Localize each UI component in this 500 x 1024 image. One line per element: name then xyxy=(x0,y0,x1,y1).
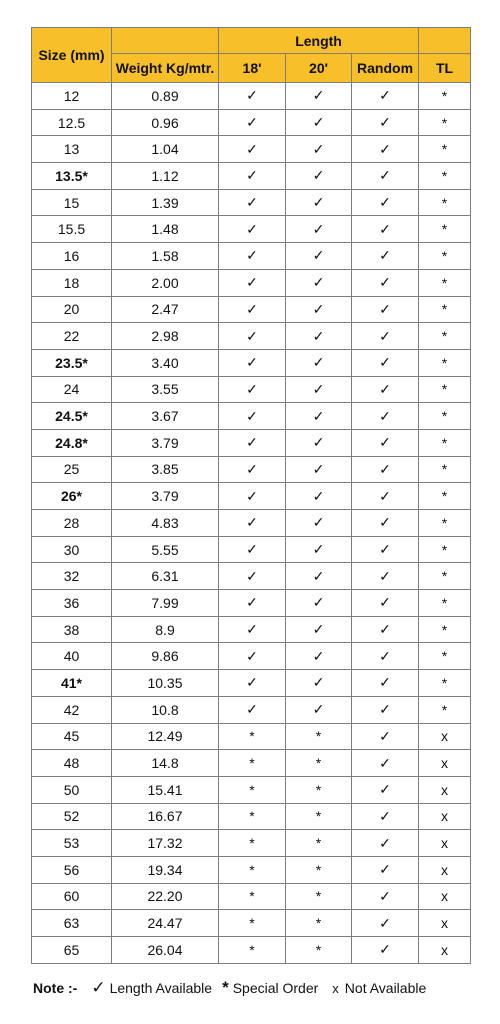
cell-length-random: ✓ xyxy=(352,510,419,537)
cell-length-20: ✓ xyxy=(286,403,352,430)
header-length-20: 20' xyxy=(286,54,352,83)
table-row xyxy=(32,616,471,643)
cell-size: 15.5 xyxy=(32,216,112,243)
table-row xyxy=(32,349,471,376)
cell-tl: x xyxy=(419,776,471,803)
table-row xyxy=(32,590,471,617)
cell-tl: * xyxy=(419,243,471,270)
cell-length-18: ✓ xyxy=(219,616,286,643)
cell-length-20: ✓ xyxy=(286,536,352,563)
table-row xyxy=(32,269,471,296)
cell-tl: * xyxy=(419,456,471,483)
header-tl: TL xyxy=(419,54,471,83)
cell-weight: 3.79 xyxy=(112,483,219,510)
table-row xyxy=(32,429,471,456)
cell-length-18: ✓ xyxy=(219,296,286,323)
cell-tl: * xyxy=(419,670,471,697)
cell-length-20: ✓ xyxy=(286,696,352,723)
check-icon: ✓ xyxy=(91,978,106,997)
cell-size: 45 xyxy=(32,723,112,750)
cell-size: 18 xyxy=(32,269,112,296)
cell-length-random: ✓ xyxy=(352,910,419,937)
cell-tl: * xyxy=(419,510,471,537)
cell-length-random: ✓ xyxy=(352,456,419,483)
table-row xyxy=(32,296,471,323)
cell-length-20: * xyxy=(286,776,352,803)
cell-tl: * xyxy=(419,216,471,243)
cell-weight: 16.67 xyxy=(112,803,219,830)
cell-length-18: ✓ xyxy=(219,269,286,296)
cell-size: 36 xyxy=(32,590,112,617)
cell-size: 22 xyxy=(32,323,112,350)
table-row xyxy=(32,910,471,937)
cell-weight: 26.04 xyxy=(112,937,219,964)
table-row xyxy=(32,937,471,964)
cell-length-random: ✓ xyxy=(352,163,419,190)
note-label: Note :- xyxy=(33,980,78,996)
cell-length-random: ✓ xyxy=(352,349,419,376)
cell-length-18: * xyxy=(219,937,286,964)
cell-length-18: ✓ xyxy=(219,136,286,163)
star-legend-text: Special Order xyxy=(232,980,319,996)
table-row xyxy=(32,323,471,350)
table-row xyxy=(32,510,471,537)
cell-length-20: ✓ xyxy=(286,616,352,643)
table-row xyxy=(32,830,471,857)
cell-weight: 24.47 xyxy=(112,910,219,937)
cell-length-18: ✓ xyxy=(219,349,286,376)
cell-length-18: ✓ xyxy=(219,83,286,110)
cell-length-20: ✓ xyxy=(286,269,352,296)
cell-weight: 12.49 xyxy=(112,723,219,750)
table-row xyxy=(32,696,471,723)
cell-size: 40 xyxy=(32,643,112,670)
cell-length-random: ✓ xyxy=(352,136,419,163)
cell-length-random: ✓ xyxy=(352,616,419,643)
cell-length-18: * xyxy=(219,723,286,750)
cell-length-random: ✓ xyxy=(352,189,419,216)
cell-length-18: * xyxy=(219,803,286,830)
cell-tl: * xyxy=(419,269,471,296)
cell-length-18: ✓ xyxy=(219,483,286,510)
cell-length-20: ✓ xyxy=(286,670,352,697)
cell-weight: 0.96 xyxy=(112,109,219,136)
cell-length-20: ✓ xyxy=(286,109,352,136)
cell-length-random: ✓ xyxy=(352,670,419,697)
cell-tl: x xyxy=(419,937,471,964)
header-length-random: Random xyxy=(352,54,419,83)
cell-size: 26* xyxy=(32,483,112,510)
cell-tl: * xyxy=(419,349,471,376)
cell-weight: 19.34 xyxy=(112,856,219,883)
table-row xyxy=(32,750,471,777)
cell-weight: 3.55 xyxy=(112,376,219,403)
cell-size: 63 xyxy=(32,910,112,937)
x-icon: x xyxy=(332,980,339,996)
cell-size: 24 xyxy=(32,376,112,403)
cell-weight: 6.31 xyxy=(112,563,219,590)
cell-tl: x xyxy=(419,910,471,937)
cell-size: 30 xyxy=(32,536,112,563)
header-length-18: 18' xyxy=(219,54,286,83)
cell-tl: x xyxy=(419,830,471,857)
cell-size: 20 xyxy=(32,296,112,323)
cell-length-random: ✓ xyxy=(352,563,419,590)
cell-length-18: ✓ xyxy=(219,429,286,456)
table-row xyxy=(32,563,471,590)
cell-length-18: ✓ xyxy=(219,403,286,430)
cell-tl: * xyxy=(419,109,471,136)
cell-length-20: ✓ xyxy=(286,243,352,270)
cell-length-18: ✓ xyxy=(219,563,286,590)
cell-weight: 1.12 xyxy=(112,163,219,190)
cell-length-18: * xyxy=(219,776,286,803)
cell-length-20: ✓ xyxy=(286,163,352,190)
cell-length-18: ✓ xyxy=(219,536,286,563)
cell-size: 28 xyxy=(32,510,112,537)
cell-weight: 8.9 xyxy=(112,616,219,643)
cell-weight: 15.41 xyxy=(112,776,219,803)
cell-tl: x xyxy=(419,750,471,777)
cell-length-18: * xyxy=(219,750,286,777)
cell-size: 16 xyxy=(32,243,112,270)
cell-length-random: ✓ xyxy=(352,750,419,777)
cell-weight: 1.58 xyxy=(112,243,219,270)
cell-length-20: ✓ xyxy=(286,429,352,456)
cell-length-18: * xyxy=(219,830,286,857)
cell-length-20: ✓ xyxy=(286,323,352,350)
cell-length-random: ✓ xyxy=(352,830,419,857)
cell-length-random: ✓ xyxy=(352,883,419,910)
cell-tl: x xyxy=(419,723,471,750)
table-row xyxy=(32,883,471,910)
cell-length-18: ✓ xyxy=(219,216,286,243)
cell-tl: * xyxy=(419,323,471,350)
cell-length-random: ✓ xyxy=(352,483,419,510)
table-body xyxy=(32,83,471,964)
header-blank xyxy=(112,28,219,54)
cell-length-20: ✓ xyxy=(286,216,352,243)
cell-length-20: ✓ xyxy=(286,376,352,403)
cell-length-20: * xyxy=(286,910,352,937)
cell-tl: x xyxy=(419,803,471,830)
cell-tl: * xyxy=(419,616,471,643)
cell-size: 41* xyxy=(32,670,112,697)
cell-length-18: ✓ xyxy=(219,643,286,670)
cell-length-random: ✓ xyxy=(352,109,419,136)
table-row xyxy=(32,803,471,830)
cell-size: 24.8* xyxy=(32,429,112,456)
cell-weight: 3.79 xyxy=(112,429,219,456)
cell-weight: 3.40 xyxy=(112,349,219,376)
legend-note xyxy=(33,978,426,998)
cell-length-18: * xyxy=(219,910,286,937)
cell-length-random: ✓ xyxy=(352,536,419,563)
cell-tl: * xyxy=(419,163,471,190)
table-row xyxy=(32,856,471,883)
cell-tl: x xyxy=(419,883,471,910)
table-row xyxy=(32,670,471,697)
cell-weight: 2.47 xyxy=(112,296,219,323)
cell-length-18: ✓ xyxy=(219,376,286,403)
cell-length-18: ✓ xyxy=(219,323,286,350)
cell-tl: * xyxy=(419,483,471,510)
cell-size: 23.5* xyxy=(32,349,112,376)
table-row xyxy=(32,456,471,483)
cell-weight: 22.20 xyxy=(112,883,219,910)
cell-tl: * xyxy=(419,296,471,323)
cell-tl: x xyxy=(419,856,471,883)
cell-size: 48 xyxy=(32,750,112,777)
header-weight: Weight Kg/mtr. xyxy=(112,54,219,83)
cell-length-random: ✓ xyxy=(352,429,419,456)
cell-tl: * xyxy=(419,376,471,403)
cell-weight: 2.00 xyxy=(112,269,219,296)
cell-length-20: ✓ xyxy=(286,510,352,537)
cell-length-20: ✓ xyxy=(286,83,352,110)
cell-length-random: ✓ xyxy=(352,937,419,964)
cell-tl: * xyxy=(419,563,471,590)
cell-weight: 3.67 xyxy=(112,403,219,430)
cell-weight: 10.8 xyxy=(112,696,219,723)
cell-length-20: ✓ xyxy=(286,563,352,590)
table-row xyxy=(32,163,471,190)
cell-length-18: ✓ xyxy=(219,670,286,697)
cell-length-random: ✓ xyxy=(352,590,419,617)
header-length-group: Length xyxy=(219,28,419,54)
cell-length-18: ✓ xyxy=(219,696,286,723)
cell-length-random: ✓ xyxy=(352,296,419,323)
table-row xyxy=(32,723,471,750)
table-row xyxy=(32,216,471,243)
cell-tl: * xyxy=(419,83,471,110)
cell-length-random: ✓ xyxy=(352,216,419,243)
cell-length-random: ✓ xyxy=(352,856,419,883)
cell-length-random: ✓ xyxy=(352,643,419,670)
cell-length-20: * xyxy=(286,937,352,964)
cell-length-20: ✓ xyxy=(286,483,352,510)
cell-length-20: * xyxy=(286,883,352,910)
cell-size: 52 xyxy=(32,803,112,830)
cell-tl: * xyxy=(419,136,471,163)
cell-weight: 17.32 xyxy=(112,830,219,857)
cell-length-random: ✓ xyxy=(352,403,419,430)
cell-length-20: ✓ xyxy=(286,456,352,483)
table-row xyxy=(32,536,471,563)
cell-size: 38 xyxy=(32,616,112,643)
cell-length-random: ✓ xyxy=(352,243,419,270)
cell-length-random: ✓ xyxy=(352,269,419,296)
cell-length-18: ✓ xyxy=(219,163,286,190)
cell-weight: 4.83 xyxy=(112,510,219,537)
cell-weight: 3.85 xyxy=(112,456,219,483)
table-row xyxy=(32,189,471,216)
cell-tl: * xyxy=(419,429,471,456)
cell-size: 32 xyxy=(32,563,112,590)
cell-size: 56 xyxy=(32,856,112,883)
cell-size: 12.5 xyxy=(32,109,112,136)
cell-weight: 1.39 xyxy=(112,189,219,216)
cell-length-20: * xyxy=(286,750,352,777)
cell-length-20: ✓ xyxy=(286,296,352,323)
cell-size: 12 xyxy=(32,83,112,110)
cell-size: 25 xyxy=(32,456,112,483)
cell-size: 65 xyxy=(32,937,112,964)
cell-length-20: * xyxy=(286,856,352,883)
cell-length-18: * xyxy=(219,883,286,910)
cell-length-18: * xyxy=(219,856,286,883)
table-row xyxy=(32,776,471,803)
cell-tl: * xyxy=(419,536,471,563)
cell-weight: 7.99 xyxy=(112,590,219,617)
cell-size: 42 xyxy=(32,696,112,723)
cell-length-random: ✓ xyxy=(352,696,419,723)
cell-length-random: ✓ xyxy=(352,776,419,803)
cell-length-20: ✓ xyxy=(286,590,352,617)
cell-length-18: ✓ xyxy=(219,510,286,537)
cell-size: 15 xyxy=(32,189,112,216)
cell-length-20: ✓ xyxy=(286,349,352,376)
table-row xyxy=(32,83,471,110)
cell-length-18: ✓ xyxy=(219,590,286,617)
header-row-1 xyxy=(32,28,471,54)
cell-length-20: ✓ xyxy=(286,136,352,163)
header-blank-tl xyxy=(419,28,471,54)
cell-size: 13 xyxy=(32,136,112,163)
table-row xyxy=(32,376,471,403)
cell-tl: * xyxy=(419,590,471,617)
cell-length-18: ✓ xyxy=(219,456,286,483)
cell-length-random: ✓ xyxy=(352,723,419,750)
table-row xyxy=(32,109,471,136)
cell-length-18: ✓ xyxy=(219,189,286,216)
table-row xyxy=(32,403,471,430)
cell-length-20: * xyxy=(286,803,352,830)
cell-length-random: ✓ xyxy=(352,376,419,403)
cell-size: 53 xyxy=(32,830,112,857)
cell-size: 13.5* xyxy=(32,163,112,190)
cell-tl: * xyxy=(419,189,471,216)
cell-length-random: ✓ xyxy=(352,83,419,110)
cell-length-20: * xyxy=(286,830,352,857)
cell-weight: 5.55 xyxy=(112,536,219,563)
cell-tl: * xyxy=(419,403,471,430)
x-legend-text: Not Available xyxy=(344,980,427,996)
cell-length-18: ✓ xyxy=(219,243,286,270)
cell-weight: 9.86 xyxy=(112,643,219,670)
cell-weight: 1.48 xyxy=(112,216,219,243)
table-row xyxy=(32,483,471,510)
cell-weight: 14.8 xyxy=(112,750,219,777)
cell-tl: * xyxy=(419,643,471,670)
check-legend-text: Length Available xyxy=(109,980,213,996)
cell-weight: 0.89 xyxy=(112,83,219,110)
table-row xyxy=(32,136,471,163)
table-row xyxy=(32,643,471,670)
size-weight-table xyxy=(31,27,471,964)
cell-weight: 1.04 xyxy=(112,136,219,163)
cell-length-20: * xyxy=(286,723,352,750)
asterisk-icon: * xyxy=(222,978,229,997)
cell-weight: 10.35 xyxy=(112,670,219,697)
cell-size: 24.5* xyxy=(32,403,112,430)
cell-tl: * xyxy=(419,696,471,723)
cell-size: 50 xyxy=(32,776,112,803)
header-size: Size (mm) xyxy=(32,28,112,83)
cell-size: 60 xyxy=(32,883,112,910)
cell-length-random: ✓ xyxy=(352,323,419,350)
cell-length-20: ✓ xyxy=(286,643,352,670)
cell-weight: 2.98 xyxy=(112,323,219,350)
cell-length-random: ✓ xyxy=(352,803,419,830)
cell-length-18: ✓ xyxy=(219,109,286,136)
table-row xyxy=(32,243,471,270)
cell-length-20: ✓ xyxy=(286,189,352,216)
